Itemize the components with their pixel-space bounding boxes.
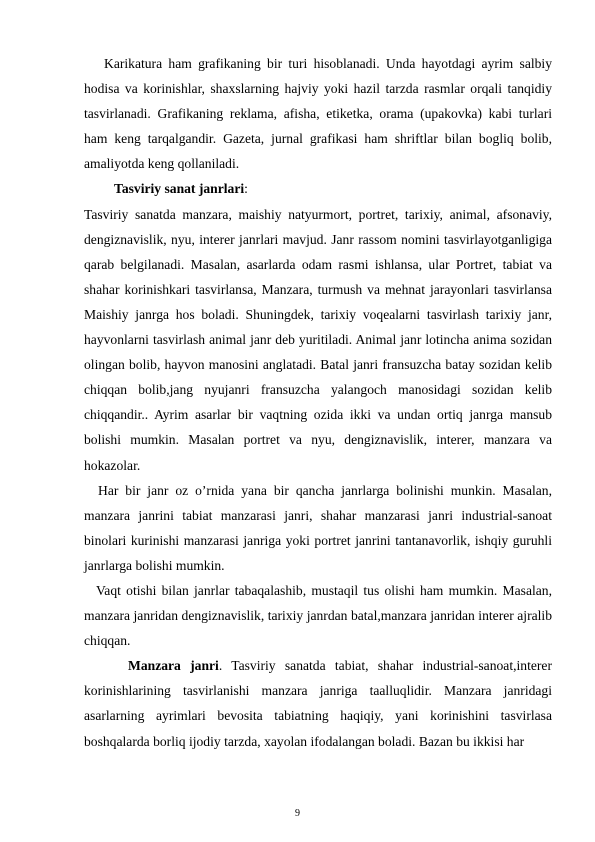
paragraph-janrlar: Tasviriy sanatda manzara, maishiy natyurmort, portret, tarixiy, animal, afsonaviy, dengiznavislik, nyu, interer janrlari mavjud. Janr rassom nomini tasvirlayotganligiga qarab belgilanadi. Masalan, asarlarda odam rasmi ishlansa, ular Portret, tabiat va shahar korinishkari tasvirlansa, Manzara, turmush va mehnat jarayonlari tasvirlansa Maishiy janrga hos boladi. Shuningdek, tarixiy voqealarni tasvirlash tarixiy janr, hayvonlarni tasvirlash animal janr deb yuritiladi. Animal janr lotincha anima sozidan olingan bolib, hayvon manosini anglatadi. Batal janri fransuzcha batay sozidan kelib chiqqan bolib,jang nyujanri fransuzcha yalangoch manosidagi sozidan kelib chiqqandir.. Ayrim asarlar bir vaqtning ozida ikki va undan ortiq janrga mansub bolishi mumkin. Masalan portret va nyu, dengiznavislik, interer, manzara va hokazolar. (84, 206, 552, 473)
manzara-term: Manzara janri (128, 658, 219, 674)
paragraph-karikatura: Karikatura ham grafikaning bir turi hisoblanadi. Unda hayotdagi ayrim salbiy hodisa va korinishlar, shaxslarning hajviy yoki hazil tarzda rasmlar orqali tanqidiy tasvirlanadi. Grafikaning reklama, afisha, etiketka, orama (upakovka) kabi turlari ham keng tarqalgandir. Gazeta, jurnal grafikasi ham shriftlar bilan bogliq bolib, amaliyotda keng qollaniladi. (84, 56, 552, 172)
paragraph-manzara (84, 653, 552, 753)
section-heading (84, 176, 552, 201)
section-heading-text: Tasviriy sanat janrlari (114, 181, 245, 197)
page-content (84, 51, 552, 754)
section-heading-colon: : (244, 181, 248, 197)
paragraph-bolinishi: Har bir janr oz o’rnida yana bir qancha janrlarga bolinishi munkin. Masalan, manzara janrini tabiat manzarasi janri, shahar manzarasi janri industrial-sanoat binolari kurinishi manzarasi janriga yoki portret janrini tantanavorlik, ishqiy guruhli janrlarga bolishi mumkin. (84, 482, 552, 573)
paragraph-vaqt: Vaqt otishi bilan janrlar tabaqalashib, mustaqil tus olishi ham mumkin. Masalan, manzara janridan dengiznavislik, tarixiy janrdan batal,manzara janridan interer ajralib chiqqan. (84, 582, 552, 649)
manzara-definition: . Tasviriy sanatda tabiat, shahar industrial-sanoat,interer korinishlarining tasvirlanishi manzara janriga taalluqlidir. Manzara janridagi asarlarning ayrimlari bevosita tabiatning haqiqiy, yani korinishini tasvirlasa boshqalarda borliq ijodiy tarzda, xayolan ifodalangan boladi. Bazan bu ikkisi har (84, 658, 552, 749)
page-number: 9 (295, 808, 300, 819)
